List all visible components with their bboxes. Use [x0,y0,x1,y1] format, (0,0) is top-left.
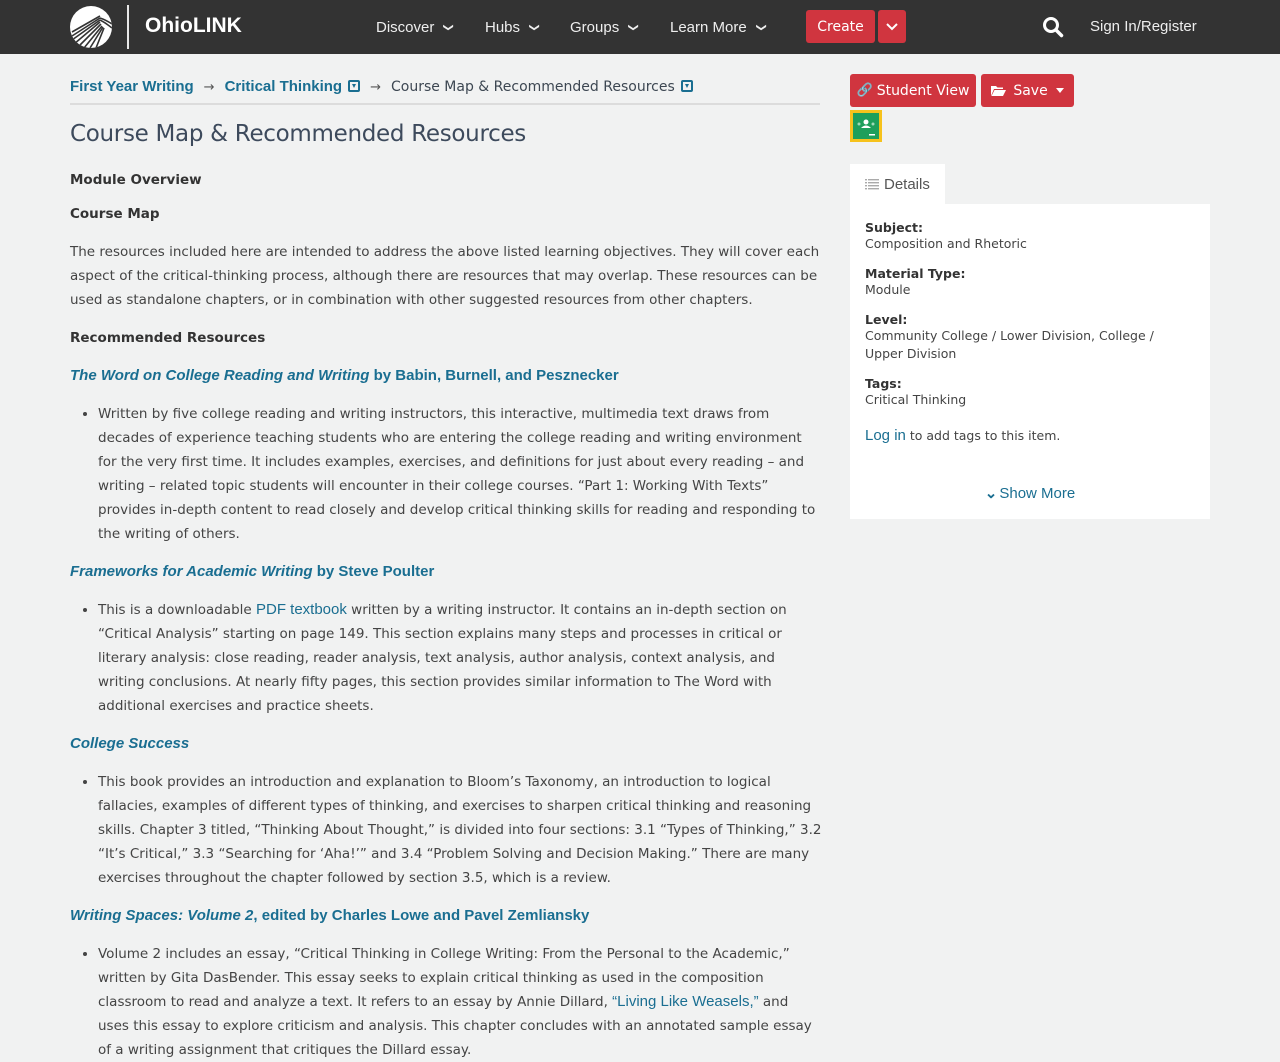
breadcrumb [70,78,820,105]
resource-title[interactable] [70,732,822,756]
desc-text: Volume 2 includes an essay, “Critical Thinking in College Writing: From the Personal to the Academic,” written by Gita DasBender. This essay seeks to explain critical thinking as used in the composition classroom to read and analyze a text. It refers to an essay by Annie Dillard, [98,946,790,1010]
breadcrumb-current: Course Map & Recommended Resources [390,79,675,95]
resource-list [98,598,822,718]
link-icon: 🔗 [856,83,873,98]
nav-hubs[interactable] [485,0,538,54]
resource-title[interactable] [70,560,822,584]
recommended-resources-heading: Recommended Resources [70,330,266,346]
top-navbar [0,0,1280,54]
level-label: Level: [865,312,908,327]
resource-list [98,770,822,890]
resource-list [98,942,822,1062]
breadcrumb-first-year-writing[interactable]: First Year Writing [70,78,194,95]
material-type-value: Module [865,282,911,297]
sign-in-register-link[interactable]: Sign In/Register [1090,18,1197,35]
caret-down-icon [1056,88,1064,93]
show-more-button[interactable] [850,484,1210,502]
resource-title[interactable] [70,904,822,928]
breadcrumb-critical-thinking[interactable]: Critical Thinking [224,78,343,95]
nav-discover[interactable] [376,0,453,54]
nav-label: Hubs [485,18,521,36]
chevron-down-icon: ❯ [528,22,540,32]
resource-description [98,942,822,1062]
search-button[interactable] [1042,16,1064,42]
level-value: Community College / Lower Division, College / Upper Division [865,328,1154,361]
tab-label: Details [884,175,930,193]
resource-description: • This book provides an introduction and explanation to Bloom’s Taxonomy, an introduction to logical fallacies, examples of different types of thinking, and exercises to sharpen critical thinking and reasoning skills. Chapter 3 titled, “Thinking About Thought,” is divided into four sections: 3.1 “Types of Thinking,” 3.2 “It’s Critical,” 3.3 “Searching for ‘Aha!’” and 3.4 “Problem Solving and Decision Making.” There are many exercises throughout the chapter followed by section 3.5, which is a review. [98,770,822,890]
tags-value: Critical Thinking [865,392,967,407]
resource-title-text: Writing Spaces: Volume 2 [70,907,254,924]
log-in-link[interactable]: Log in [865,427,906,444]
create-button[interactable]: Create [806,10,875,43]
desc-text: This is a downloadable [98,602,256,618]
button-label: Save [1013,82,1048,99]
resource-byline: by Steve Poulter [312,563,435,580]
details-panel [850,204,1210,519]
dropdown-toggle-icon[interactable] [681,80,693,92]
intro-paragraph: The resources included here are intended to address the above listed learning objectives. They will cover each aspect of the critical-thinking process, although there are resources that may overlap. These resources can be used as standalone chapters, or in combination with other suggested resources from other chapters. [70,244,820,308]
nav-label: Learn More [670,18,747,36]
dropdown-toggle-icon[interactable] [348,80,360,92]
page-title: Course Map & Recommended Resources [70,121,526,147]
resource-title[interactable] [70,364,822,388]
login-text: to add tags to this item. [905,428,1061,443]
module-overview-heading: Module Overview [70,172,202,188]
student-view-button[interactable] [850,74,976,107]
chevron-down-icon: ❯ [627,22,639,32]
desc-text: and uses this essay to explore criticism and analysis. This chapter concludes with an annotated sample essay of a writing assignment that critiques the Dillard essay. [98,994,812,1058]
google-classroom-share-button[interactable] [850,110,882,142]
brand-name[interactable]: OhioLINK [145,14,242,37]
nav-groups[interactable] [570,0,638,54]
desc-text: written by a writing instructor. It contains an in-depth section on “Critical Analysis” starting on page 149. This section explains many steps and processes in critical or literary analysis: close reading, reader analysis, text analysis, author analysis, context analysis, and writing conclusions. At nearly fifty pages, this section provides similar information to The Word with additional exercises and practice sheets. [98,602,787,714]
tab-details[interactable] [850,164,945,204]
button-label: Student View [876,82,970,99]
resource-title-text: College Success [70,735,190,752]
google-classroom-icon [853,113,879,139]
course-map-heading: Course Map [70,206,160,222]
create-dropdown-button[interactable] [878,10,906,43]
chevron-down-icon: ❯ [755,22,767,32]
resource-list [98,402,822,546]
living-like-weasels-link[interactable]: “Living Like Weasels,” [612,993,759,1010]
nav-label: Groups [570,18,620,36]
search-icon [1042,16,1064,38]
chevron-down-icon: ❯ [443,22,455,32]
resource-title-text: Frameworks for Academic Writing [70,563,313,580]
login-prompt [865,427,1195,444]
main-content [70,168,822,1062]
resource-description: • Written by five college reading and writing instructors, this interactive, multimedia text draws from decades of experience teaching students who are entering the college reading and writing environment for the very first time. It includes examples, exercises, and definitions for just about every reading – and writing – related topic students will encounter in their college courses. “Part 1: Working With Texts” provides in-depth content to read closely and develop critical thinking skills for reading and responding to the writing of others. [98,402,822,546]
subject-label: Subject: [865,220,923,235]
pdf-textbook-link[interactable]: PDF textbook [256,601,347,618]
ohiolink-logo-icon[interactable] [70,6,112,48]
resource-description [98,598,822,718]
folder-open-icon [991,85,1006,97]
nav-label: Discover [376,18,435,36]
nav-learn-more[interactable] [670,0,765,54]
resource-byline: , edited by Charles Lowe and Pavel Zemliansky [253,907,590,924]
list-icon [865,178,879,190]
chevron-down-icon: ⌄ [984,485,998,502]
save-button[interactable] [981,74,1074,107]
material-type-label: Material Type: [865,266,966,281]
show-more-label: Show More [999,485,1076,502]
tags-label: Tags: [865,376,902,391]
chevron-down-icon [886,23,898,31]
subject-value: Composition and Rhetoric [865,236,1027,251]
breadcrumb-arrow: → [370,80,381,95]
breadcrumb-arrow: → [203,80,215,95]
logo-divider [127,5,129,49]
resource-title-text: The Word on College Reading and Writing [70,367,370,384]
resource-byline: by Babin, Burnell, and Pesznecker [369,367,619,384]
